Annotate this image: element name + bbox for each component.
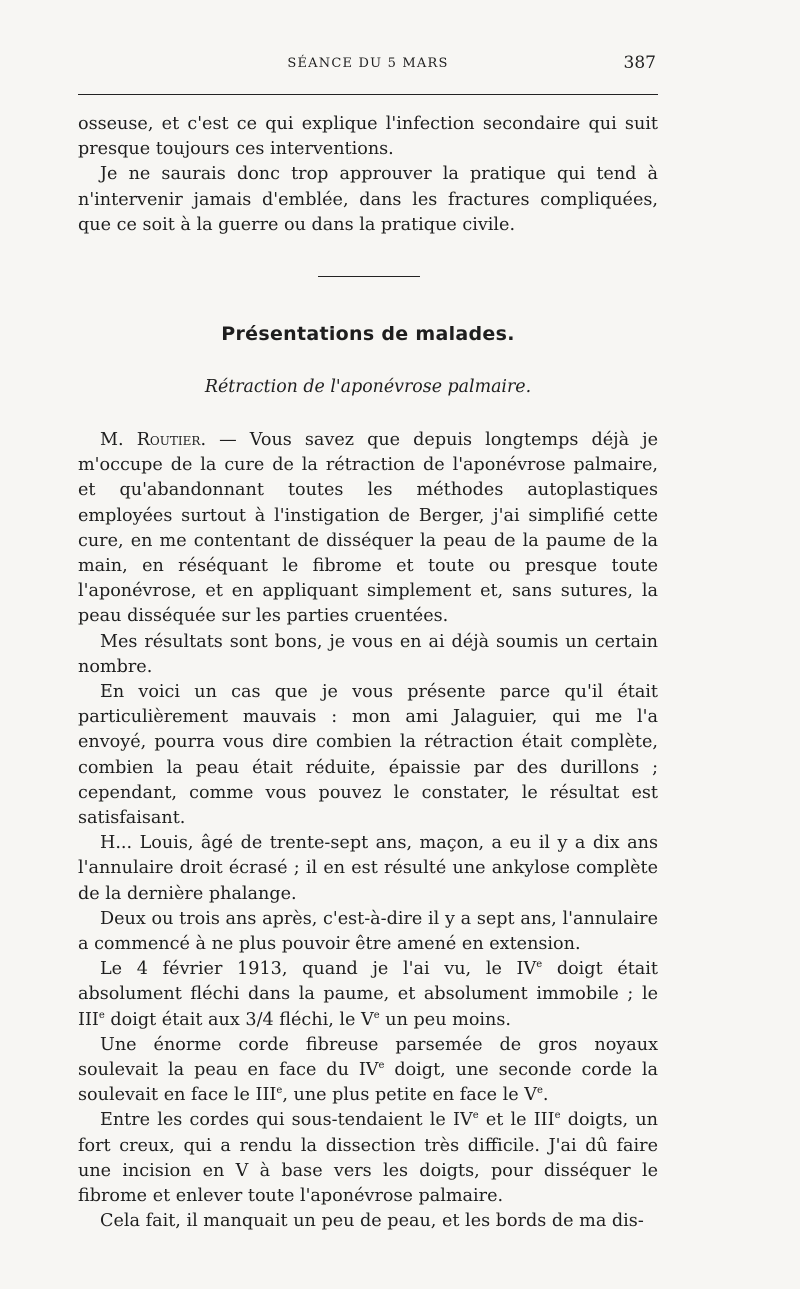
speaker-name: Routier [136,430,201,450]
speaker-suffix: . — [200,430,250,450]
text-run: un peu moins. [379,1009,511,1030]
article-body [78,428,658,1235]
ordinal-sup: e [472,1110,479,1122]
text-run: Le 4 février 1913, quand je l'ai vu, le IV [100,959,537,980]
paragraph: Je ne saurais donc trop approuver la pratique qui tend à n'intervenir jamais d'emblée, dans les fractures compliquées, que ce soit à la guerre ou dans la pratique civile. [78,164,658,235]
speaker-prefix: M. [100,430,137,450]
paragraph [78,957,658,1033]
text-run: et le III [478,1110,555,1131]
text-run: doigt était aux 3/4 fléchi, le V [104,1009,374,1030]
ordinal-sup: e [98,1009,105,1021]
running-title: SÉANCE DU 5 MARS [287,56,449,71]
ordinal-sup: e [536,1085,543,1097]
section-separator [318,276,420,277]
continuation-text [78,112,658,238]
paragraph: Deux ou trois ans après, c'est-à-dire il y a sept ans, l'annulaire a commencé à ne plus pouvoir être amené en extension. [78,908,658,955]
text-run: Entre les cordes qui sous-tendaient le IV [100,1110,473,1131]
text-run: doigt, une seconde corde la soulevait en face le III [78,1060,659,1106]
article-subtitle: Rétraction de l'aponévrose palmaire. [204,377,532,397]
section-title: Présentations de malades. [221,323,515,345]
text-run: , une plus petite en face le V [282,1085,537,1106]
ordinal-sup: e [373,1009,380,1021]
text-run: Une énorme corde fibreuse parsemée de gros noyaux soulevait la peau en face du IV [78,1034,658,1081]
ordinal-sup: e [276,1085,283,1097]
ordinal-sup: e [378,1060,385,1072]
text-run: doigts, un fort creux, qui a rendu la dissection très difficile. J'ai dû faire une incision en V à base vers les doigts, pour disséquer le fibrome et enlever toute l'aponévrose palmaire. [78,1110,658,1207]
paragraph [78,1108,658,1209]
page-number: 387 [623,53,656,73]
ordinal-sup: e [554,1110,561,1122]
paragraph [78,1033,658,1109]
header-rule [78,94,658,95]
ordinal-sup: e [536,959,543,971]
paragraph-text: Vous savez que depuis longtemps déjà je m'occupe de la cure de la rétraction de l'aponévrose palmaire, et qu'abandonnant toutes les méthodes autoplastiques employées surtout à l'instigation de Berger, j'ai simplifié cette cure, en me contentant de disséquer la peau de la paume de la main, en réséquant le fibrome et toute ou presque toute l'aponévrose, et en appliquant simplement et, sans sutures, la peau disséquée sur les parties cruentées. [78,430,659,627]
paragraph: Cela fait, il manquait un peu de peau, et les bords de ma dis- [100,1211,644,1232]
paragraph: En voici un cas que je vous présente parce qu'il était particulièrement mauvais : mon ami Jalaguier, qui me l'a envoyé, pourra vous dire combien la rétraction était complète, combien la peau était réduite, épaissie par des durillons ; cependant, comme vous pouvez le constater, le résultat est satisfaisant. [78,682,658,829]
text-run: . [542,1085,549,1106]
paragraph [78,428,658,630]
running-head [78,50,658,84]
paragraph: Mes résultats sont bons, je vous en ai déjà soumis un certain nombre. [78,631,658,677]
text-run: doigt était absolument fléchi dans la paume, et absolument immobile ; le III [78,959,658,1030]
paragraph: H... Louis, âgé de trente-sept ans, maçon, a eu il y a dix ans l'annulaire droit écrasé ; il en est résulté une ankylose complète de la dernière phalange. [78,833,658,904]
paragraph: osseuse, et c'est ce qui explique l'infection secondaire qui suit presque toujours ces interventions. [78,114,658,160]
